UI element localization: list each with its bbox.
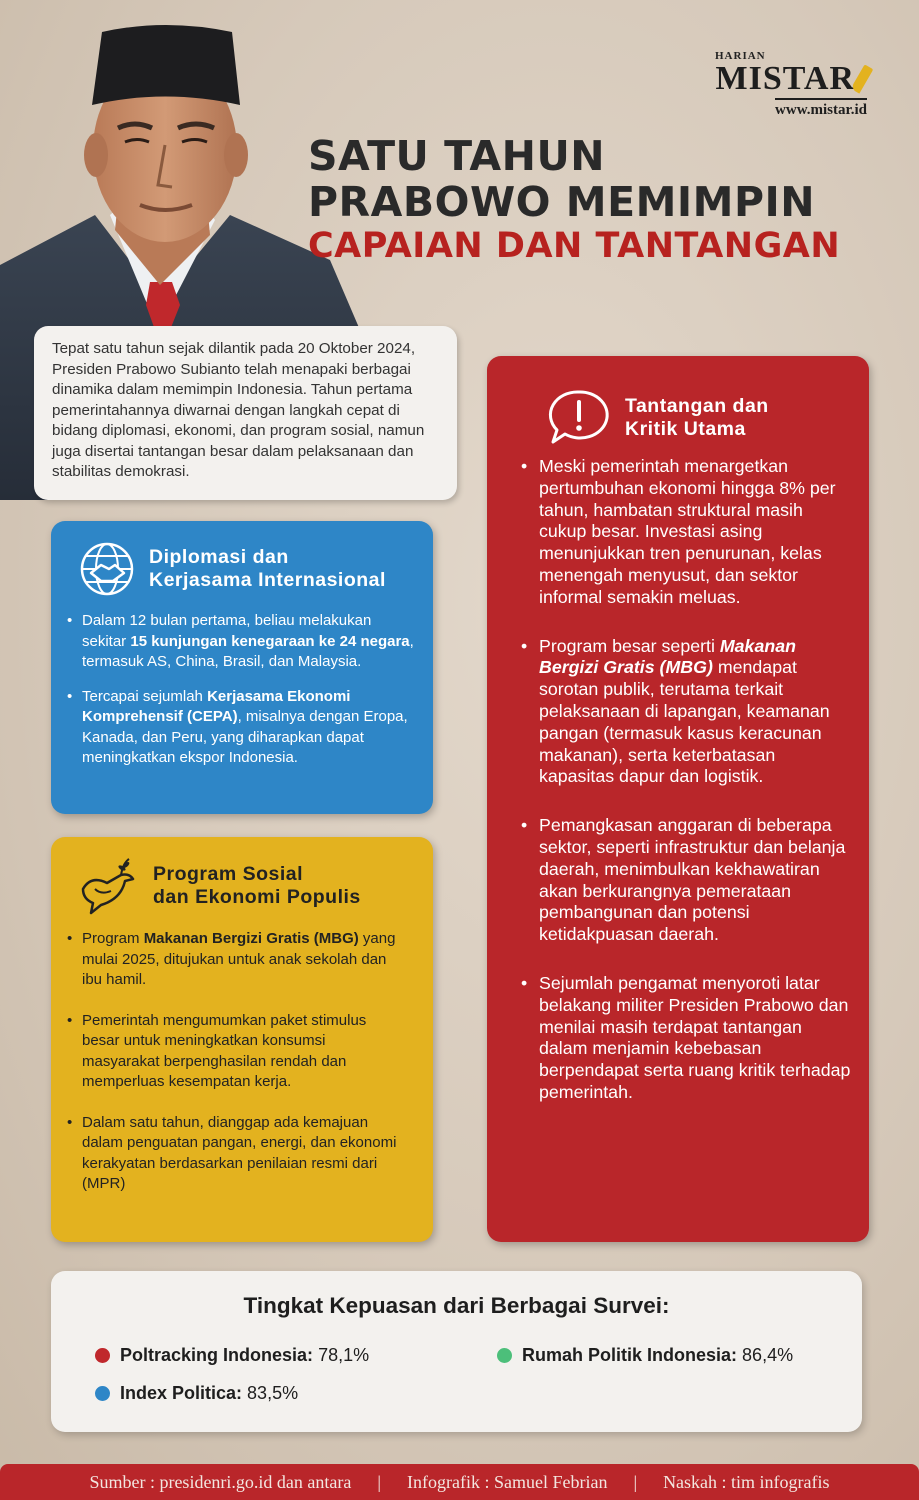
list-item: • Dalam 12 bulan pertama, beliau melakukan sekitar 15 kunjungan kenegaraan ke 24 negara, termasuk AS, China, Brasil, dan Malaysia. xyxy=(67,611,417,673)
sosial-list xyxy=(67,929,407,1215)
logo-url: www.mistar.id xyxy=(775,98,867,119)
list-item: • Meski pemerintah menargetkan pertumbuhan ekonomi hingga 8% per tahun, hambatan struktural masih cukup besar. Investasi asing menunjukkan tren penurunan, kelas menengah menyusut, dan sektor informal semakin meluas. xyxy=(521,456,851,609)
title-line-1: SATU TAHUN xyxy=(308,132,606,180)
tantangan-title-1: Tantangan dan xyxy=(625,395,769,417)
footer-sumber: Sumber : presidenri.go.id dan antara xyxy=(89,1471,352,1492)
intro-text: Tepat satu tahun sejak dilantik pada 20 Oktober 2024, Presiden Prabowo Subianto telah menapaki berbagai dinamika dalam memimpin Indonesia. Tahun pertama pemerintahannya diwarnai dengan langkah cepat di bidang diplomasi, ekonomi, dan program sosial, namun juga disertai tantangan besar dalam pelaksanaan dan stabilitas demokrasi. xyxy=(52,340,425,480)
list-item: • Sejumlah pengamat menyoroti latar belakang militer Presiden Prabowo dan menilai masih terdapat tantangan dalam menjamin kebebasan berpendapat serta ruang kritik terhadap pemerintah. xyxy=(521,973,851,1104)
page-title xyxy=(308,133,898,267)
diplomasi-header xyxy=(79,541,386,597)
title-line-2: PRABOWO MEMIMPIN xyxy=(308,178,816,226)
alert-speech-icon xyxy=(547,388,611,448)
title-line-3: CAPAIAN DAN TANTANGAN xyxy=(308,226,841,266)
sosial-title-2: dan Ekonomi Populis xyxy=(153,886,361,908)
list-item: • Dalam satu tahun, dianggap ada kemajuan dalam penguatan pangan, energi, dan ekonomi kerakyatan berdasarkan penilaian resmi dari (MPR) xyxy=(67,1113,407,1195)
list-item: • Pemangkasan anggaran di beberapa sektor, seperti infrastruktur dan belanja daerah, menimbulkan kekhawatiran akan berkurangnya pemerataan pembangunan dan potensi ketidakpuasan daerah. xyxy=(521,815,851,946)
footer-naskah: Naskah : tim infografis xyxy=(663,1471,830,1492)
logo-name: MISTAR xyxy=(715,60,855,97)
mistar-logo xyxy=(687,50,867,119)
sosial-header xyxy=(77,855,361,917)
footer-separator: | xyxy=(377,1471,381,1492)
globe-handshake-icon xyxy=(79,541,135,597)
sosial-card xyxy=(51,837,433,1242)
survey-dot xyxy=(497,1348,512,1363)
diplomasi-card xyxy=(51,521,433,814)
list-item: • Pemerintah mengumumkan paket stimulus besar untuk meningkatkan konsumsi masyarakat berpenghasilan rendah dan memperluas kesempatan kerja. xyxy=(67,1011,407,1093)
logo-harian: HARIAN xyxy=(715,50,766,62)
diplomasi-title-2: Kerjasama Internasional xyxy=(149,569,386,591)
tantangan-header xyxy=(547,388,769,448)
footer-credits xyxy=(0,1464,919,1500)
tantangan-title-2: Kritik Utama xyxy=(625,418,746,440)
survey-dot xyxy=(95,1348,110,1363)
intro-box xyxy=(34,326,457,500)
survey-item-poltracking: Poltracking Indonesia: 78,1% xyxy=(95,1345,369,1366)
list-item: • Program besar seperti Makanan Bergizi Gratis (MBG) mendapat sorotan publik, terutama terkait pelaksanaan di lapangan, keamanan pangan (termasuk kasus keracunan makanan), serta keterbatasan kapasitas dapur dan logistik. xyxy=(521,636,851,789)
tantangan-card xyxy=(487,356,869,1242)
survey-item-index-politica: Index Politica: 83,5% xyxy=(95,1383,298,1404)
footer-infografik: Infografik : Samuel Febrian xyxy=(407,1471,608,1492)
survey-box xyxy=(51,1271,862,1432)
footer-separator: | xyxy=(633,1471,638,1492)
list-item: • Program Makanan Bergizi Gratis (MBG) yang mulai 2025, ditujukan untuk anak sekolah dan ibu hamil. xyxy=(67,929,407,991)
survey-item-rumah-politik: Rumah Politik Indonesia: 86,4% xyxy=(497,1345,793,1366)
dove-icon xyxy=(77,855,139,917)
list-item: • Tercapai sejumlah Kerjasama Ekonomi Komprehensif (CEPA), misalnya dengan Eropa, Kanada, dan Peru, yang diharapkan dapat meningkatkan ekspor Indonesia. xyxy=(67,687,417,769)
tantangan-list xyxy=(521,456,851,1131)
diplomasi-list xyxy=(67,611,417,783)
survey-dot xyxy=(95,1386,110,1401)
diplomasi-title-1: Diplomasi dan xyxy=(149,546,289,568)
sosial-title-1: Program Sosial xyxy=(153,863,304,885)
survey-title: Tingkat Kepuasan dari Berbagai Survei: xyxy=(243,1293,670,1318)
